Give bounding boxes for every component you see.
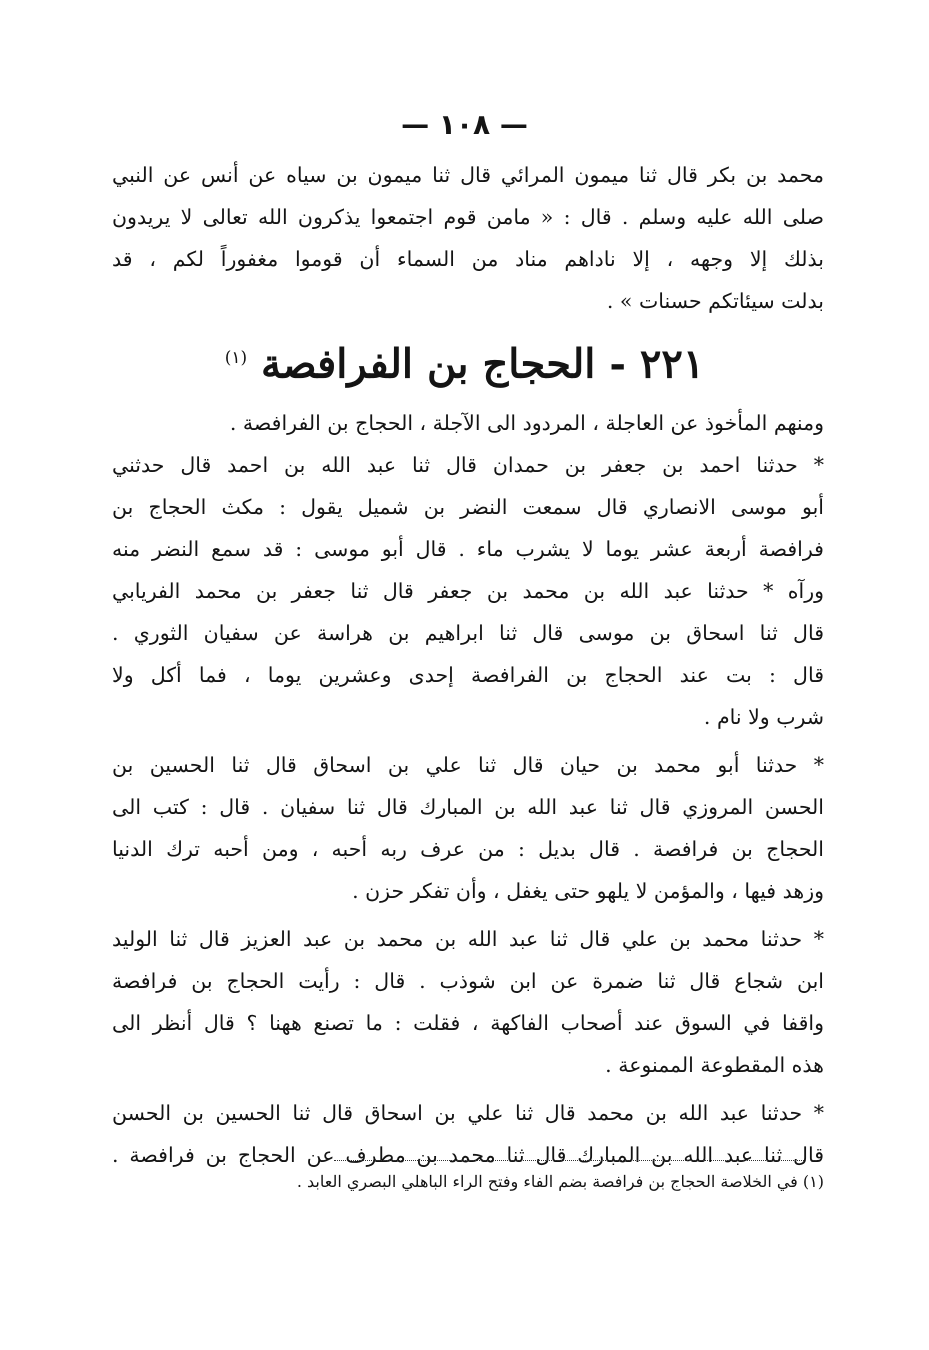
text-line: الحجاج بن فرافصة . قال بديل : من عرف ربه أحبه ، ومن أحبه ترك الدنيا	[112, 837, 824, 861]
text-line: * حدثنا عبد الله بن محمد قال ثنا علي بن اسحاق قال ثنا الحسين بن الحسن	[112, 1101, 824, 1125]
paragraph	[112, 744, 824, 912]
text-line: * حدثنا احمد بن جعفر بن حمدان قال ثنا عبد الله بن احمد قال حدثني	[112, 453, 824, 477]
section-heading	[0, 326, 929, 390]
paragraph	[112, 444, 824, 738]
paragraph	[112, 918, 824, 1086]
text-line: قال ثنا اسحاق بن موسى قال ثنا ابراهيم بن هراسة عن سفيان الثوري .	[112, 621, 824, 645]
text-line: ومنهم المأخوذ عن العاجلة ، المردود الى الآجلة ، الحجاج بن الفرافصة .	[229, 411, 824, 435]
text-line: شرب ولا نام .	[703, 705, 824, 729]
text-line: فرافصة أربعة عشر يوما لا يشرب ماء . قال أبو موسى : قد سمع النضر منه	[112, 537, 824, 561]
text-line: بدلت سيئاتكم حسنات » .	[606, 289, 824, 313]
text-line: وزهد فيها ، والمؤمن لا يلهو حتى يغفل ، وأن تفكر حزن .	[352, 879, 824, 903]
biography-body	[112, 402, 824, 1176]
footnote: (١) في الخلاصة الحجاج بن فرافصة بضم الفاء وفتح الراء الباهلي البصري العابد .	[296, 1172, 824, 1191]
text-line: هذه المقطوعة الممنوعة .	[605, 1053, 824, 1077]
text-line: الحسن المروزي قال ثنا عبد الله بن المبارك قال ثنا سفيان . قال : كتب الى	[112, 795, 824, 819]
section-heading-text: ٢٢١ - الحجاج بن الفرافصة	[261, 340, 705, 388]
footnote-marker: (١)	[224, 348, 248, 368]
footnote-divider	[334, 1160, 804, 1161]
page-number: — ١٠٨ —	[401, 108, 528, 141]
text-line: قال : بت عند الحجاج بن الفرافصة إحدى وعشرين يوما ، فما أكل ولا	[112, 663, 824, 687]
text-line: قال ثنا عبد الله بن المبارك قال ثنا محمد بن مطرف عن الحجاج بن فرافصة .	[112, 1143, 824, 1167]
text-line: محمد بن بكر قال ثنا ميمون المرائي قال ثنا ميمون بن سياه عن أنس عن النبي	[112, 163, 824, 187]
text-line: * حدثنا أبو محمد بن حيان قال ثنا علي بن اسحاق قال ثنا الحسين بن	[112, 753, 824, 777]
text-line: بذلك إلا وجهه ، إلا ناداهم مناد من السماء أن قوموا مغفوراً لكم ، قد	[112, 247, 824, 271]
text-line: ورآه * حدثنا عبد الله بن محمد بن جعفر قال ثنا جعفر بن محمد الفريابي	[112, 579, 824, 603]
text-line: أبو موسى الانصاري قال سمعت النضر بن شميل يقول : مكث الحجاج بن	[112, 495, 824, 519]
paragraph	[112, 1092, 824, 1176]
intro-passage	[112, 154, 824, 322]
text-line: ابن شجاع قال ثنا ضمرة عن ابن شوذب . قال : رأيت الحجاج بن فرافصة	[112, 969, 824, 993]
text-line: * حدثنا محمد بن علي قال ثنا عبد الله بن محمد بن عبد العزيز قال ثنا الوليد	[112, 927, 824, 951]
text-line: واقفا في السوق عند أصحاب الفاكهة ، فقلت : ما تصنع ههنا ؟ قال أنظر الى	[112, 1011, 824, 1035]
text-line: صلى الله عليه وسلم . قال : « مامن قوم اجتمعوا يذكرون الله تعالى لا يريدون	[112, 205, 824, 229]
paragraph	[112, 402, 824, 444]
